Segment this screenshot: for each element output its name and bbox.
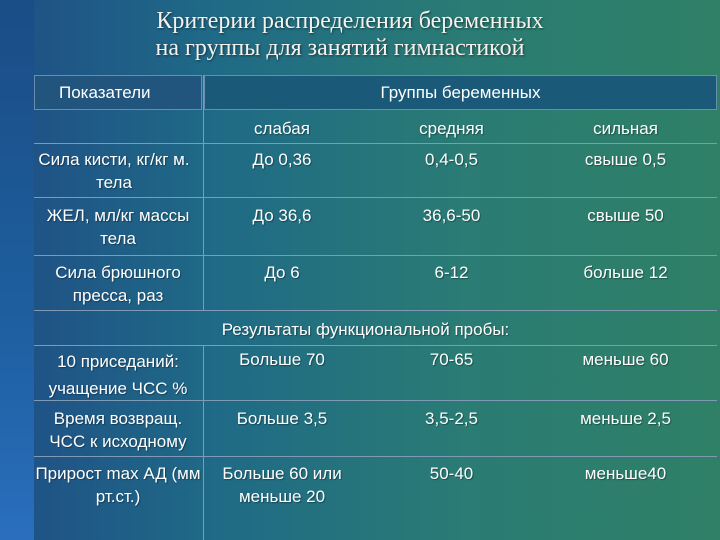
row-weak: До 0,36 xyxy=(252,150,312,169)
row-medium: 50-40 xyxy=(429,464,474,483)
row-weak: Больше 60 или меньше 20 xyxy=(222,464,342,506)
subheader-weak: слабая xyxy=(254,119,310,138)
row-divider xyxy=(34,456,717,457)
row-strong: свыше 50 xyxy=(587,206,664,225)
row-weak: До 6 xyxy=(264,263,300,282)
column-divider-top xyxy=(203,75,204,310)
row-weak: До 36,6 xyxy=(252,206,312,225)
row-medium: 6-12 xyxy=(434,263,469,282)
row-divider xyxy=(34,255,717,256)
row-divider xyxy=(34,310,717,311)
row-medium: 70-65 xyxy=(429,350,474,369)
left-accent-band xyxy=(0,0,34,540)
row-strong: свыше 0,5 xyxy=(584,150,667,169)
row-divider xyxy=(34,143,717,144)
row-divider xyxy=(34,345,717,346)
row-medium: 3,5-2,5 xyxy=(425,409,478,428)
title-line-2: на группы для занятий гимнастикой xyxy=(155,35,525,61)
section-heading: Результаты функциональной пробы: xyxy=(221,320,510,339)
row-divider xyxy=(34,197,717,198)
row-label: 10 приседаний: учащение ЧСС % xyxy=(48,352,188,398)
row-divider xyxy=(34,400,717,401)
row-label: Сила кисти, кг/кг м. тела xyxy=(38,150,190,192)
row-label: Время возвращ. ЧСС к исходному xyxy=(49,409,187,451)
row-strong: меньше40 xyxy=(584,464,667,483)
subheader-strong: сильная xyxy=(593,119,658,138)
row-label: ЖЕЛ, мл/кг массы тела xyxy=(46,206,190,248)
row-label: Прирост max АД (мм рт.ст.) xyxy=(35,464,201,506)
row-weak: Больше 3,5 xyxy=(236,409,328,428)
subheader-medium: средняя xyxy=(419,119,484,138)
row-strong: больше 12 xyxy=(583,263,668,282)
header-groups: Группы беременных xyxy=(380,83,541,102)
row-medium: 36,6-50 xyxy=(422,206,481,225)
header-groups-cell xyxy=(204,75,717,110)
header-indicators-cell xyxy=(34,75,202,110)
header-indicators: Показатели xyxy=(59,83,151,102)
row-label: Сила брюшного пресса, раз xyxy=(55,263,181,305)
slide-title xyxy=(0,8,720,62)
row-strong: меньше 2,5 xyxy=(580,409,671,428)
row-weak: Больше 70 xyxy=(239,350,325,369)
title-line-1: Критерии распределения беременных xyxy=(156,8,544,34)
criteria-table xyxy=(34,75,717,540)
row-medium: 0,4-0,5 xyxy=(425,150,478,169)
column-divider-bottom xyxy=(203,345,204,540)
row-strong: меньше 60 xyxy=(582,350,669,369)
